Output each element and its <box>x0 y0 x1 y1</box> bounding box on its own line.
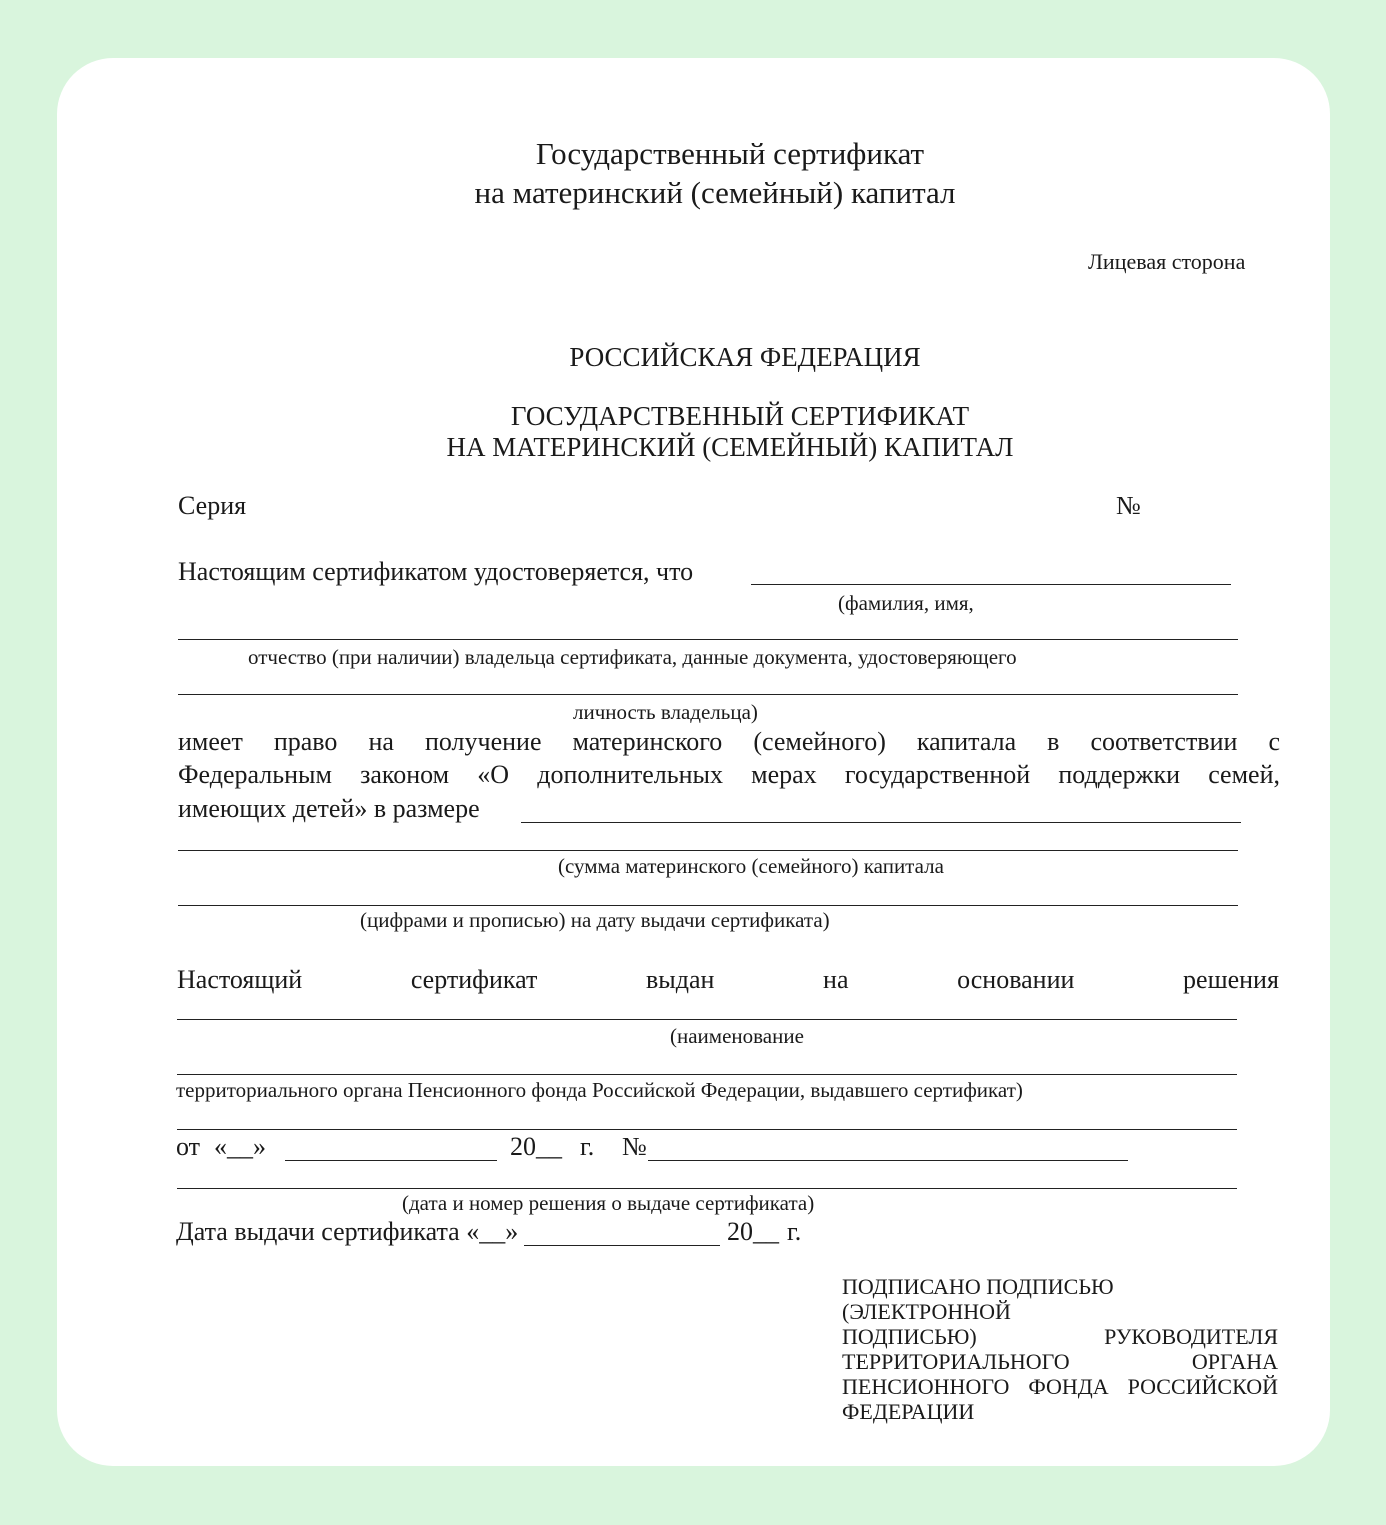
signature-block <box>842 1274 1278 1424</box>
signature-line <box>842 1349 1278 1374</box>
signature-line <box>842 1324 1278 1349</box>
cert-title-line-2: НА МАТЕРИНСКИЙ (СЕМЕЙНЫЙ) КАПИТАЛ <box>446 432 1014 462</box>
side-label: Лицевая сторона <box>1088 249 1246 274</box>
hint-patronymic: отчество (при наличии) владельца сертификата, данные документа, удостоверяющего <box>248 645 1017 669</box>
amount-line[interactable] <box>521 822 1241 823</box>
signature-word: РОССИЙСКОЙ <box>1127 1374 1278 1399</box>
country-heading: РОССИЙСКАЯ ФЕДЕРАЦИЯ <box>569 342 921 372</box>
decision-number-line[interactable] <box>648 1160 1128 1161</box>
number-label: № <box>1116 491 1141 520</box>
signature-word: ФОНДА <box>1028 1374 1109 1399</box>
basis-word: Настоящий <box>177 965 303 994</box>
org-name-line-3[interactable] <box>177 1129 1237 1130</box>
basis-row <box>177 965 1279 995</box>
signature-line <box>842 1374 1278 1399</box>
signature-line <box>842 1274 1278 1324</box>
issue-month-line[interactable] <box>524 1245 720 1246</box>
signature-word: РУКОВОДИТЕЛЯ <box>1104 1324 1278 1349</box>
right-line-2 <box>178 760 1280 790</box>
certifies-text: Настоящим сертификатом удостоверяется, что <box>178 557 694 586</box>
right-line-1-text: имеет право на получение материнского (семейного) капитала в соответствии с <box>178 727 1280 756</box>
basis-word: сертификат <box>410 965 538 994</box>
title-line-2: на материнский (семейный) капитал <box>474 175 956 210</box>
signature-word: ПОДПИСЬЮ) <box>842 1324 977 1349</box>
signature-word: ОРГАНА <box>1191 1349 1278 1374</box>
basis-word: основании <box>957 965 1075 994</box>
basis-word: решения <box>1183 965 1279 994</box>
basis-word: на <box>823 965 849 994</box>
org-name-line[interactable] <box>177 1019 1237 1020</box>
decision-no-label: № <box>622 1132 647 1161</box>
hint-decision: (дата и номер решения о выдаче сертификата) <box>402 1191 815 1215</box>
from-label: от <box>176 1132 201 1161</box>
decision-year: 20__ <box>510 1132 562 1161</box>
from-day: «__» <box>214 1132 266 1161</box>
signature-word: ПЕНСИОННОГО <box>842 1374 1010 1399</box>
right-line-3: имеющих детей» в размере <box>178 794 480 823</box>
hint-amount: (сумма материнского (семейного) капитала <box>558 854 944 878</box>
issue-date-label: Дата выдачи сертификата «__» <box>176 1217 519 1246</box>
amount-words-line[interactable] <box>178 905 1238 906</box>
right-line-2-text: Федеральным законом «О дополнительных мерах государственной поддержки семей, <box>178 760 1280 789</box>
hint-name: (фамилия, имя, <box>838 591 974 615</box>
owner-document-line[interactable] <box>178 694 1238 695</box>
series-label: Серия <box>178 491 247 520</box>
decision-month-line[interactable] <box>285 1160 497 1161</box>
cert-title-line-1: ГОСУДАРСТВЕННЫЙ СЕРТИФИКАТ <box>510 401 970 431</box>
owner-name-line[interactable] <box>751 584 1231 585</box>
org-name-line-2[interactable] <box>177 1074 1237 1075</box>
hint-org-2: территориального органа Пенсионного фонда Российской Федерации, выдавшего сертификат) <box>176 1078 1023 1102</box>
title-line-1: Государственный сертификат <box>535 136 925 171</box>
issue-g: г. <box>787 1217 802 1246</box>
amount-line-2[interactable] <box>178 850 1238 851</box>
issue-year: 20__ <box>727 1217 779 1246</box>
signature-word: ТЕРРИТОРИАЛЬНОГО <box>842 1349 1070 1374</box>
basis-word: выдан <box>645 965 715 994</box>
signature-word: ПОДПИСАНО ПОДПИСЬЮ (ЭЛЕКТРОННОЙ <box>842 1274 1114 1324</box>
signature-line <box>842 1399 1278 1424</box>
hint-identity: личность владельца) <box>573 700 758 724</box>
right-line-1 <box>178 727 1280 757</box>
hint-org: (наименование <box>670 1024 804 1048</box>
decision-g: г. <box>580 1132 595 1161</box>
owner-patronymic-line[interactable] <box>178 639 1238 640</box>
hint-amount-words: (цифрами и прописью) на дату выдачи сертификата) <box>360 908 830 932</box>
decision-extra-line[interactable] <box>177 1188 1237 1189</box>
signature-word: ФЕДЕРАЦИИ <box>842 1399 975 1424</box>
